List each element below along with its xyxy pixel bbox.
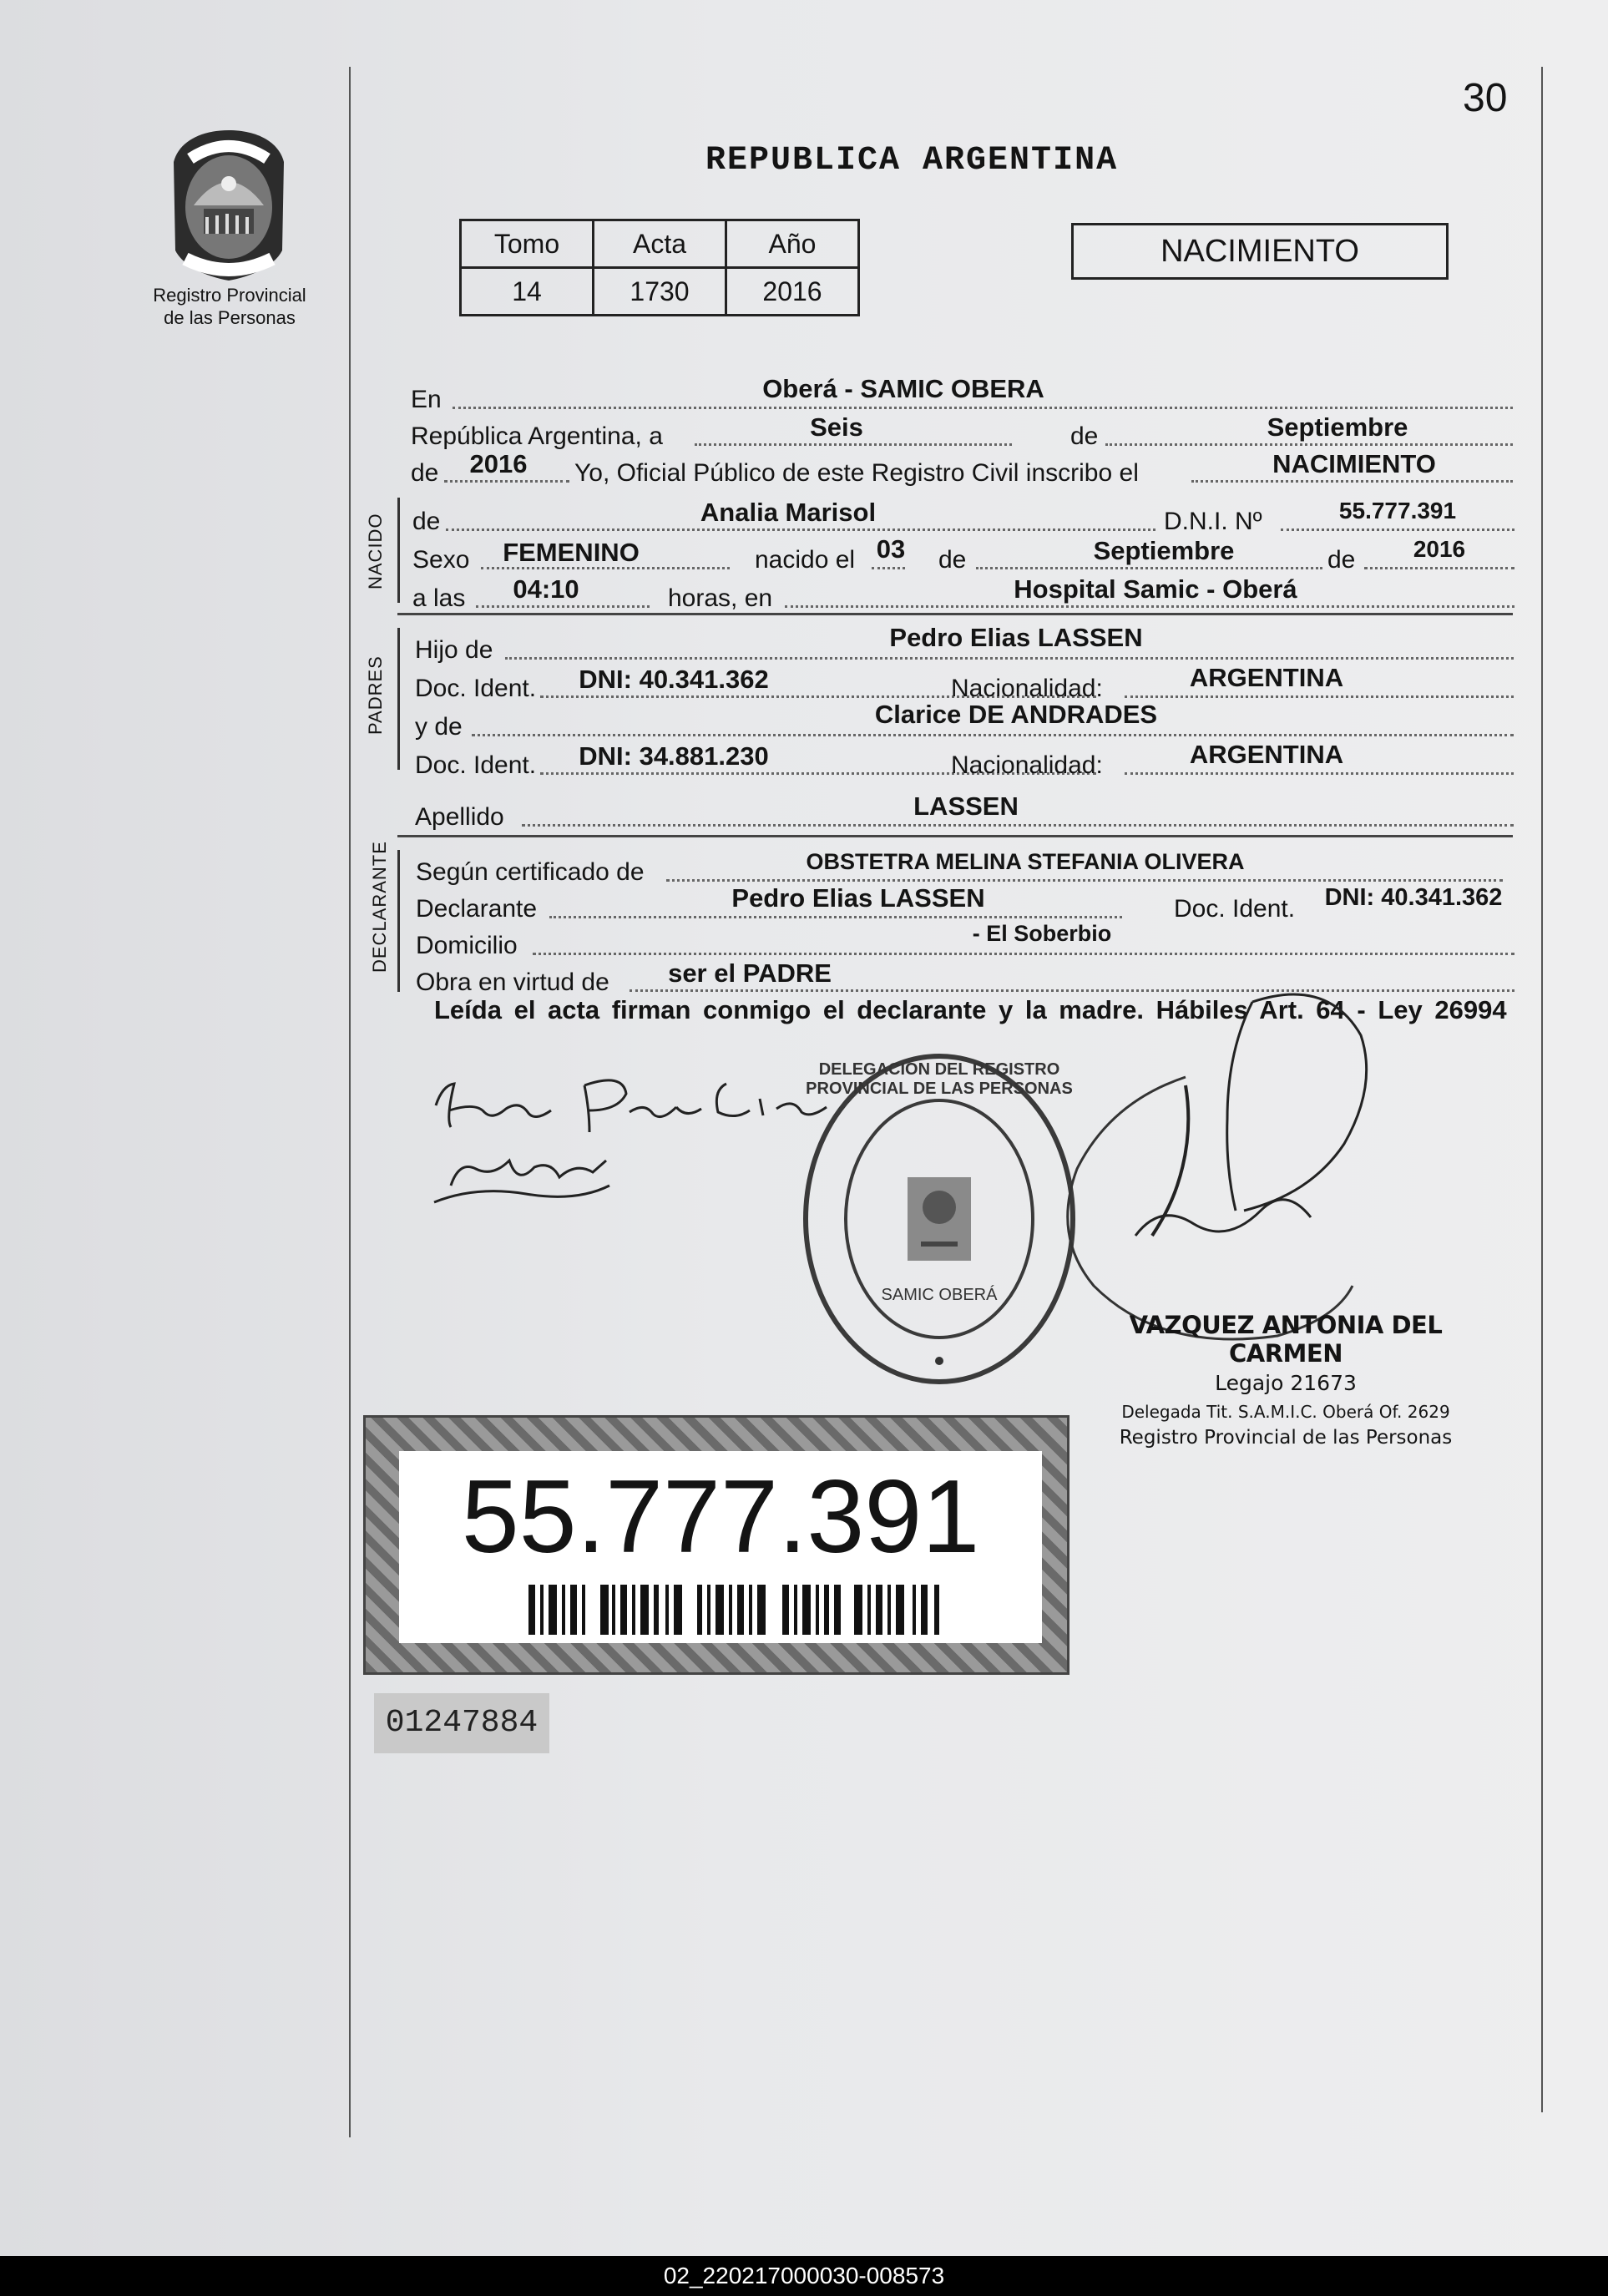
certificado-value: OBSTETRA MELINA STEFANIA OLIVERA — [806, 849, 1245, 874]
republica-row — [411, 412, 1513, 451]
birth-day: 03 — [876, 534, 906, 564]
declarante-label: Declarante — [416, 895, 538, 923]
declarant-signature — [426, 1060, 843, 1236]
apellido-value: LASSEN — [913, 791, 1019, 821]
en-row — [411, 376, 1513, 414]
a-las-label: a las — [412, 584, 466, 612]
republica-label: República Argentina, a — [411, 422, 663, 450]
domicilio-value: - El Soberbio — [972, 921, 1112, 946]
hora-row — [412, 574, 1514, 613]
year-value: 2016 — [469, 449, 528, 478]
father-doc-label: Doc. Ident. — [415, 675, 537, 702]
declarante-doc: DNI: 40.341.362 — [1324, 884, 1503, 911]
declarante-value: Pedro Elias LASSEN — [731, 883, 985, 913]
apellido-row — [415, 793, 1514, 832]
yde-label: y de — [415, 713, 463, 741]
record-type-box: NACIMIENTO — [1071, 223, 1449, 280]
official-stamp — [797, 1044, 1081, 1394]
birth-time: 04:10 — [513, 574, 579, 604]
de-year-label: de — [411, 459, 439, 487]
mother-nat-label: Nacionalidad: — [951, 751, 1103, 779]
nacido-separator — [397, 613, 1513, 615]
barcode-bars — [528, 1585, 946, 1635]
acta-value: 1730 — [594, 268, 726, 316]
serial-number: 01247884 — [374, 1693, 549, 1753]
certificado-label: Según certificado de — [416, 858, 645, 886]
closing-statement: Leída el acta firman conmigo el declarante y la madre. Hábiles Art. 64 - Ley 26994 — [434, 995, 1507, 1024]
sexo-value: FEMENINO — [503, 538, 640, 567]
birth-de-label-1: de — [938, 546, 967, 574]
inscribo-row — [411, 449, 1513, 488]
mother-nat: ARGENTINA — [1189, 740, 1344, 769]
acta-header: Acta — [594, 220, 726, 268]
org-line-1: Registro Provincial — [153, 285, 306, 306]
barcode-number: 55.777.391 — [461, 1459, 980, 1575]
mother-doc-row — [415, 741, 1514, 780]
anio-header: Año — [726, 220, 859, 268]
child-name: Analia Marisol — [700, 498, 877, 527]
nacido-de-label: de — [412, 508, 441, 535]
en-label: En — [411, 386, 442, 413]
horas-label: horas, en — [668, 584, 773, 612]
padres-bracket — [397, 628, 400, 770]
inscribo-label: Yo, Oficial Público de este Registro Civil inscribo el — [574, 459, 1139, 487]
birth-place: Hospital Samic - Oberá — [1014, 574, 1297, 604]
certificado-row — [416, 848, 1503, 887]
domicilio-label: Domicilio — [416, 932, 518, 959]
tomo-value: 14 — [461, 268, 594, 316]
mother-name: Clarice DE ANDRADES — [874, 700, 1158, 729]
yde-row — [415, 700, 1514, 741]
apellido-separator — [397, 835, 1513, 837]
father-name: Pedro Elias LASSEN — [889, 623, 1143, 652]
scan-filename-footer: 02_220217000030-008573 — [0, 2256, 1608, 2296]
stamp-ring-text: DELEGACIÓN DEL REGISTRO PROVINCIAL DE LAS PERSONAS — [806, 1060, 1073, 1098]
child-dni: 55.777.391 — [1338, 498, 1457, 523]
hijo-label: Hijo de — [415, 636, 493, 664]
sexo-label: Sexo — [412, 546, 470, 574]
father-doc-row — [415, 665, 1514, 703]
declarante-doc-label: Doc. Ident. — [1174, 895, 1296, 923]
barcode-white-area — [399, 1451, 1042, 1643]
domicilio-row — [416, 922, 1514, 960]
page-title: REPUBLICA ARGENTINA — [705, 142, 1119, 180]
hijo-row — [415, 623, 1514, 665]
birth-de-label-2: de — [1327, 546, 1356, 574]
obra-label: Obra en virtud de — [416, 968, 609, 996]
apellido-label: Apellido — [415, 803, 504, 831]
official-name: VAZQUEZ ANTONIA DEL CARMEN — [1129, 1311, 1443, 1368]
registry-table — [459, 219, 860, 316]
en-value: Oberá - SAMIC OBERA — [762, 374, 1044, 403]
page-number: 30 — [1463, 76, 1508, 120]
father-nat: ARGENTINA — [1189, 663, 1344, 692]
dni-label: D.N.I. Nº — [1164, 508, 1262, 535]
nacido-name-row — [412, 498, 1514, 536]
stamp-center-text: SAMIC OBERÁ — [881, 1286, 998, 1304]
tomo-header: Tomo — [461, 220, 594, 268]
declarante-section-label: DECLARANTE — [369, 841, 390, 973]
inscribo-value: NACIMIENTO — [1272, 449, 1436, 478]
province-seal — [157, 125, 301, 284]
official-block — [1085, 1311, 1486, 1449]
anio-value: 2016 — [726, 268, 859, 316]
obra-value: ser el PADRE — [668, 958, 832, 988]
de-label: de — [1070, 422, 1099, 450]
birth-month: Septiembre — [1093, 536, 1235, 565]
father-nat-label: Nacionalidad: — [951, 675, 1103, 702]
sexo-row — [412, 536, 1514, 574]
right-margin-line — [1541, 67, 1543, 2112]
official-legajo: Legajo 21673 — [1215, 1371, 1357, 1395]
org-name — [142, 284, 317, 329]
mother-doc-label: Doc. Ident. — [415, 751, 537, 779]
declarante-bracket — [397, 850, 400, 992]
birth-year: 2016 — [1413, 536, 1466, 562]
official-org: Registro Provincial de las Personas — [1119, 1427, 1453, 1449]
padres-section-label: PADRES — [365, 655, 386, 735]
nacido-el-label: nacido el — [755, 546, 856, 574]
official-role: Delegada Tit. S.A.M.I.C. Oberá Of. 2629 — [1121, 1402, 1450, 1422]
dni-barcode-label — [363, 1415, 1069, 1675]
mother-doc: DNI: 34.881.230 — [579, 741, 769, 771]
father-doc: DNI: 40.341.362 — [579, 665, 769, 694]
month-value: Septiembre — [1267, 412, 1408, 442]
nacido-section-label: NACIDO — [365, 513, 386, 589]
org-line-2: de las Personas — [164, 307, 296, 328]
declarante-row — [416, 885, 1514, 923]
day-value: Seis — [810, 412, 863, 442]
nacido-bracket — [397, 498, 400, 603]
left-margin-line — [349, 67, 351, 2137]
